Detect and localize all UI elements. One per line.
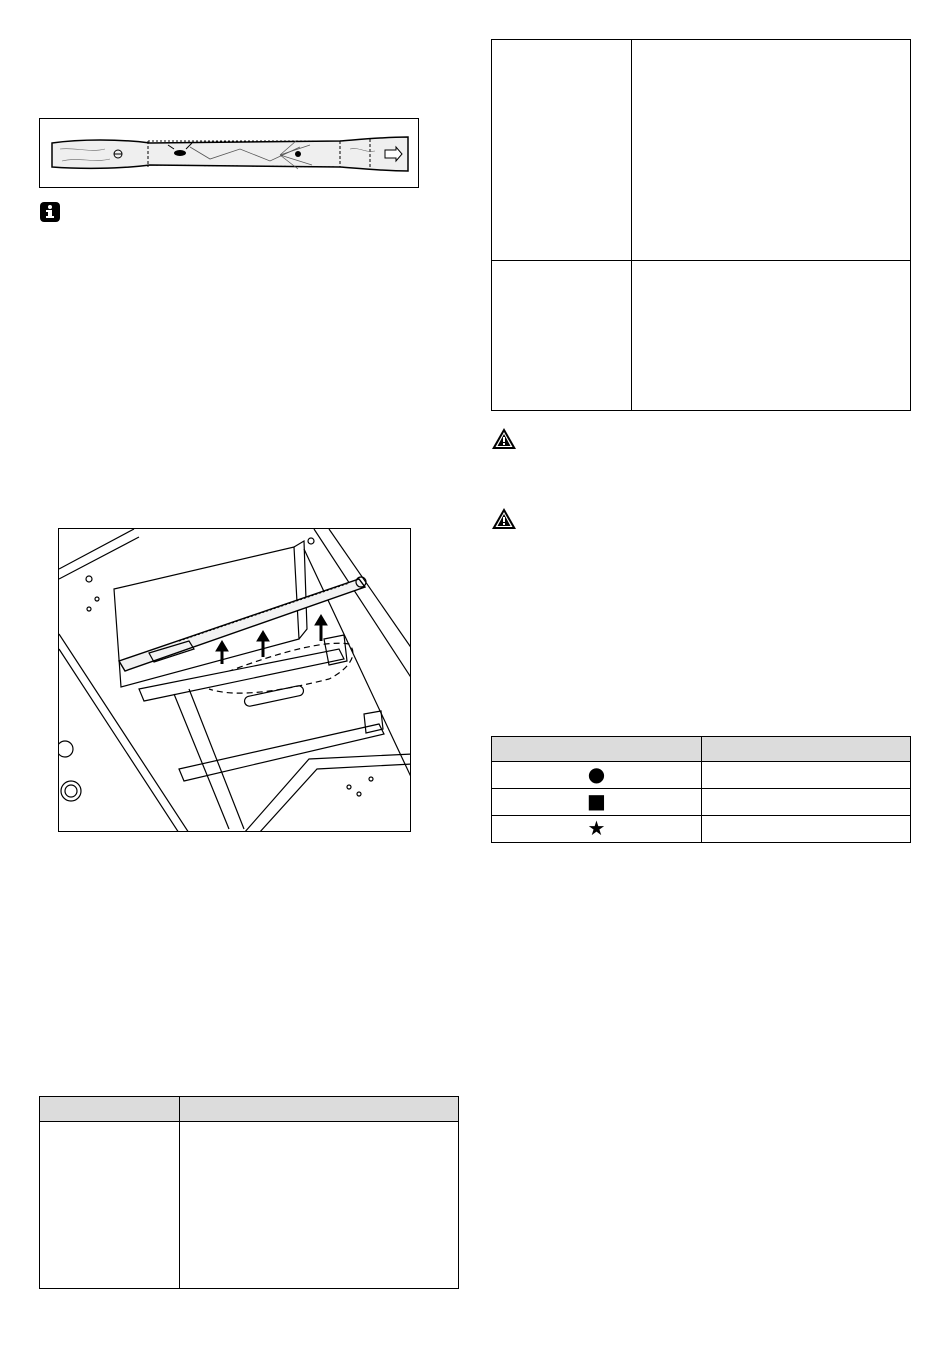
table-left [39,1096,459,1289]
info-icon [40,202,60,222]
grill-burner-removal-illustration [58,528,411,832]
table-cell [702,816,911,843]
table-cell [40,1122,180,1289]
table-header-cell [492,737,702,762]
table-header-cell [702,737,911,762]
table-cell [492,762,702,789]
star-icon: ★ [587,816,606,840]
table-row [492,40,911,261]
table-row [492,789,911,816]
table-cell [180,1122,459,1289]
table-cell [492,789,702,816]
symbols-table [491,736,911,843]
table-cell [492,816,702,843]
table-cell [702,789,911,816]
table-top-right [491,39,911,411]
warning-triangle-icon [491,507,517,531]
table-cell [492,40,632,261]
table-header-row [492,737,911,762]
warning-triangle-icon [491,427,517,451]
table-row [492,816,911,843]
table-cell [632,261,911,411]
table-header-cell [40,1097,180,1122]
burner-tube-illustration [39,118,419,188]
table-cell [702,762,911,789]
table-cell [492,261,632,411]
table-header-row [40,1097,459,1122]
table-row [40,1122,459,1289]
table-row [492,261,911,411]
table-row [492,762,911,789]
circle-icon: ● [587,762,606,786]
table-header-cell [180,1097,459,1122]
square-icon: ■ [587,789,606,813]
table-cell [632,40,911,261]
